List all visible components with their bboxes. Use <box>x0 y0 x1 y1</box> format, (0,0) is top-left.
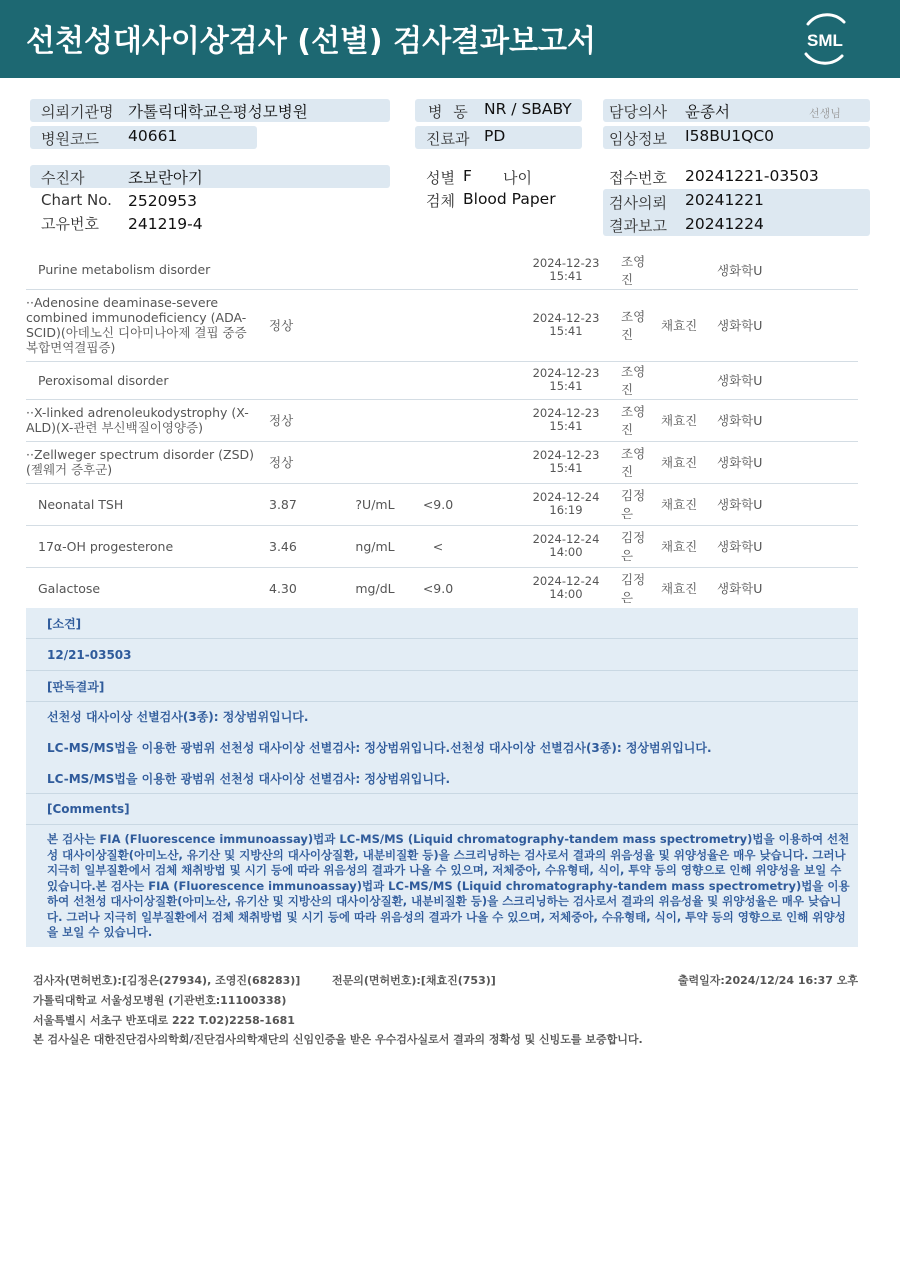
specimen-value: Blood Paper <box>463 190 556 208</box>
test-name: 17α-OH progesterone <box>26 525 258 567</box>
patient-label: 수진자 <box>41 169 85 187</box>
unique-value: 241219-4 <box>128 215 203 233</box>
report-title: 선천성대사이상검사 (선별) 검사결과보고서 <box>26 24 596 59</box>
sex-value: F <box>463 167 472 185</box>
test-result: 3.46 <box>258 525 340 567</box>
test-date: 2024-12-23 <box>532 366 600 380</box>
report-date-value: 20241224 <box>685 215 764 233</box>
test-datetime <box>527 441 605 483</box>
test-unit: mg/dL <box>340 567 410 609</box>
test-datetime <box>527 483 605 525</box>
table-row <box>26 567 858 609</box>
table-row <box>26 441 858 483</box>
hospital-code-value: 40661 <box>128 127 178 145</box>
comments-text: 본 검사는 FIA (Fluorescence immunoassay)법과 LC-MS/MS (Liquid chromatography-tandem mass spectrometry)법을 이용하여 선천성 대사이상질환(아미노산, 유기산 및 지방산의 대사이상질환, 내분비질환 등)을 스크리닝하는 검사로서 결과의 위음성율 및 위양성율은 매우 낮습니다. 그러나 지극히 일부질환에서 검체 채취방법 및 시기 등에 따라 위음성의 결과가 나올 수 있으며, 저체중아, 수유형태, 식이, 투약 등의 영향으로 인해 위양성을 보일 수 있습니다.본 검사는 FIA (Fluorescence immunoassay)법과 LC-MS/MS (Liquid chromatography-tandem mass spectrometry)법을 이용하여 선천성 대사이상질환(아미노산, 유기산 및 지방산의 대사이상질환, 내분비질환 등)을 스크리닝하는 검사로서 결과의 위음성율 및 위양성율은 매우 낮습니다. 그러나 지극히 일부질환에서 검체 채취방법 및 시기 등에 따라 위음성의 결과가 나올 수 있으며, 저체중아, 수유형태, 식이, 투약 등의 영향으로 인해 위양성을 보일 수 있습니다. <box>47 832 850 939</box>
test-reference <box>410 441 472 483</box>
age-label: 나이 <box>503 169 532 187</box>
test-result: 정상 <box>258 289 340 361</box>
test-reference <box>410 289 472 361</box>
test-reference: <9.0 <box>410 483 472 525</box>
test-unit <box>340 251 410 289</box>
test-confirmer <box>655 251 717 289</box>
test-date: 2024-12-24 <box>532 574 600 588</box>
address-line: 서울특별시 서초구 반포대로 222 T.02)2258-1681 <box>33 1014 295 1027</box>
request-label: 검사의뢰 <box>609 194 667 212</box>
table-row <box>26 525 858 567</box>
doctor-honorific: 선생님 <box>809 107 841 120</box>
test-confirmer: 채효진 <box>655 399 717 441</box>
test-department: 생화학U <box>717 567 858 609</box>
interpretation-block <box>26 702 858 794</box>
test-reference: < <box>410 525 472 567</box>
sex-label: 성별 <box>426 169 455 187</box>
spacer-cell <box>472 399 527 441</box>
test-date: 2024-12-24 <box>532 490 600 504</box>
results-table <box>26 251 858 610</box>
spacer-cell <box>472 525 527 567</box>
test-department: 생화학U <box>717 361 858 399</box>
test-department: 생화학U <box>717 289 858 361</box>
test-confirmer: 채효진 <box>655 525 717 567</box>
hospital-line: 가톨릭대학교 서울성모병원 (기관번호:11100338) <box>33 994 287 1007</box>
test-time: 15:41 <box>549 379 583 393</box>
test-unit <box>340 441 410 483</box>
test-performer: 조영진 <box>605 399 655 441</box>
institution-value: 가톨릭대학교은평성모병원 <box>128 103 308 121</box>
unique-label: 고유번호 <box>41 215 99 233</box>
test-result: 3.87 <box>258 483 340 525</box>
test-performer: 김정은 <box>605 567 655 609</box>
table-row <box>26 399 858 441</box>
test-department: 생화학U <box>717 399 858 441</box>
test-time: 15:41 <box>549 419 583 433</box>
test-time: 14:00 <box>549 587 583 601</box>
dept-label: 진료과 <box>426 130 470 148</box>
test-time: 14:00 <box>549 545 583 559</box>
test-confirmer: 채효진 <box>655 289 717 361</box>
clinical-label: 임상정보 <box>609 130 667 148</box>
test-datetime <box>527 289 605 361</box>
interpretation-line: LC-MS/MS법을 이용한 광범위 선천성 대사이상 선별검사: 정상범위입니다. <box>47 772 451 786</box>
table-row <box>26 483 858 525</box>
test-performer: 조영진 <box>605 441 655 483</box>
test-department: 생화학U <box>717 251 858 289</box>
test-performer: 조영진 <box>605 251 655 289</box>
spacer-cell <box>472 441 527 483</box>
chart-value: 2520953 <box>128 192 198 210</box>
test-performer: 김정은 <box>605 483 655 525</box>
test-name: Neonatal TSH <box>26 483 258 525</box>
doctor-label: 담당의사 <box>609 103 667 121</box>
test-result <box>258 361 340 399</box>
test-confirmer: 채효진 <box>655 441 717 483</box>
test-date: 2024-12-23 <box>532 406 600 420</box>
test-datetime <box>527 567 605 609</box>
examiners-line: 검사자(면허번호):[김정은(27934), 조영진(68283)] <box>33 974 301 987</box>
report-header <box>0 0 900 78</box>
logo-text: SML <box>807 31 843 50</box>
test-date: 2024-12-23 <box>532 448 600 462</box>
test-date: 2024-12-23 <box>532 311 600 325</box>
receipt-value: 20241221-03503 <box>685 167 819 185</box>
test-reference <box>410 361 472 399</box>
spacer-cell <box>472 567 527 609</box>
sml-logo-icon <box>796 12 854 66</box>
table-row <box>26 361 858 399</box>
test-datetime <box>527 525 605 567</box>
dept-value: PD <box>484 127 506 145</box>
test-performer: 김정은 <box>605 525 655 567</box>
table-row <box>26 251 858 289</box>
test-name: ··X-linked adrenoleukodystrophy (X-ALD)(X-관련 부신백질이영양증) <box>26 399 258 441</box>
specialist-line: 전문의(면허번호):[채효진(753)] <box>332 974 496 987</box>
ward-value: NR / SBABY <box>484 100 572 118</box>
findings-text: 12/21-03503 <box>26 639 858 671</box>
test-name: ··Adenosine deaminase-severe combined immunodeficiency (ADA-SCID)(아데노신 디아미나아제 결핍 중증 복합면역결핍증) <box>26 289 258 361</box>
institution-label: 의뢰기관명 <box>41 103 114 121</box>
ward-label: 병 동 <box>428 103 468 121</box>
test-result: 정상 <box>258 399 340 441</box>
test-time: 15:41 <box>549 268 583 283</box>
interpretation-line: 선천성 대사이상 선별검사(3종): 정상범위입니다. <box>47 710 309 724</box>
test-date: 2024-12-23 <box>532 255 600 270</box>
test-result: 4.30 <box>258 567 340 609</box>
test-reference: <9.0 <box>410 567 472 609</box>
hospital-code-label: 병원코드 <box>41 130 99 148</box>
table-row <box>26 289 858 361</box>
test-name: Galactose <box>26 567 258 609</box>
report-date-label: 결과보고 <box>609 217 667 235</box>
spacer-cell <box>472 361 527 399</box>
test-date: 2024-12-24 <box>532 532 600 546</box>
test-reference <box>410 399 472 441</box>
spacer-cell <box>472 289 527 361</box>
specimen-label: 검체 <box>426 192 455 210</box>
test-datetime <box>527 399 605 441</box>
test-unit <box>340 399 410 441</box>
print-date: 출력일자:2024/12/24 16:37 오후 <box>677 974 858 987</box>
test-datetime <box>527 361 605 399</box>
interpretation-title: [판독결과] <box>26 671 858 702</box>
test-unit <box>340 361 410 399</box>
patient-value: 조보란아기 <box>128 169 203 187</box>
test-name: Peroxisomal disorder <box>26 361 258 399</box>
certification-line: 본 검사실은 대한진단검사의학회/진단검사의학재단의 신임인증을 받은 우수검사실로서 결과의 정확성 및 신빙도를 보증합니다. <box>33 1033 643 1046</box>
receipt-label: 접수번호 <box>609 169 667 187</box>
interpretation-line: LC-MS/MS법을 이용한 광범위 선천성 대사이상 선별검사: 정상범위입니다.선천성 대사이상 선별검사(3종): 정상범위입니다. <box>47 741 712 755</box>
test-confirmer: 채효진 <box>655 483 717 525</box>
test-time: 15:41 <box>549 324 583 338</box>
test-result <box>258 251 340 289</box>
test-time: 16:19 <box>549 503 583 517</box>
request-value: 20241221 <box>685 191 764 209</box>
chart-label: Chart No. <box>41 191 112 209</box>
spacer-cell <box>472 483 527 525</box>
test-department: 생화학U <box>717 525 858 567</box>
doctor-value: 윤종서 <box>685 103 730 121</box>
test-department: 생화학U <box>717 483 858 525</box>
spacer-cell <box>472 251 527 289</box>
findings-title: [소견] <box>26 608 858 639</box>
test-datetime <box>527 251 605 289</box>
test-performer: 조영진 <box>605 289 655 361</box>
test-performer: 조영진 <box>605 361 655 399</box>
test-confirmer <box>655 361 717 399</box>
test-unit: ?U/mL <box>340 483 410 525</box>
clinical-value: I58BU1QC0 <box>685 127 775 145</box>
test-result: 정상 <box>258 441 340 483</box>
test-unit: ng/mL <box>340 525 410 567</box>
test-department: 생화학U <box>717 441 858 483</box>
test-confirmer: 채효진 <box>655 567 717 609</box>
findings-panel <box>26 608 858 947</box>
test-reference <box>410 251 472 289</box>
test-name: Purine metabolism disorder <box>26 251 258 289</box>
test-time: 15:41 <box>549 461 583 475</box>
comments-title: [Comments] <box>26 794 858 825</box>
test-name: ··Zellweger spectrum disorder (ZSD)(젤웨거 증후군) <box>26 441 258 483</box>
test-unit <box>340 289 410 361</box>
